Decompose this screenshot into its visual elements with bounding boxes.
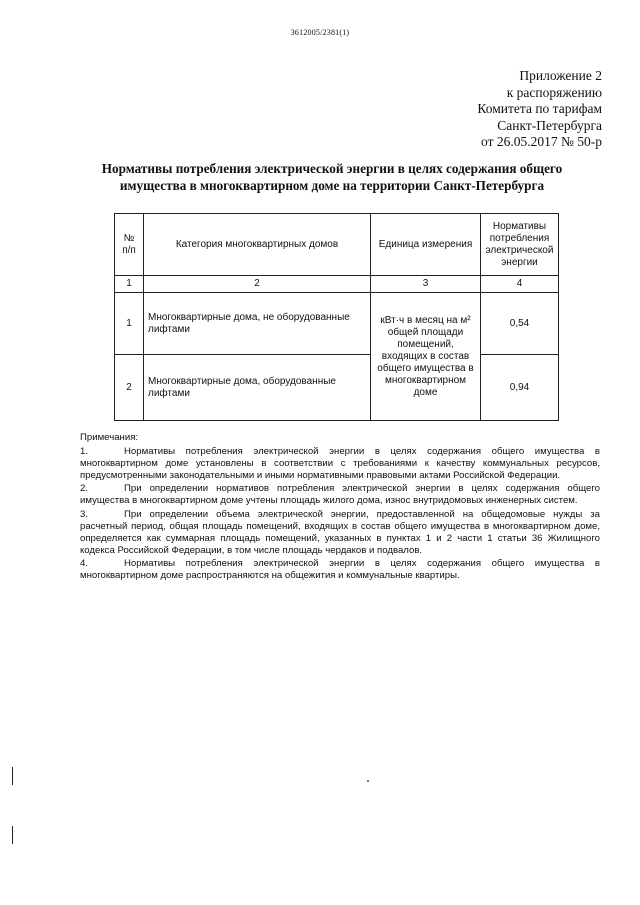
column-number: 4 [481, 276, 559, 293]
table-row [115, 293, 559, 355]
appendix-line: Приложение 2 [519, 68, 602, 83]
appendix-line: Санкт-Петербурга [497, 117, 602, 133]
note-text: Нормативы потребления электрической энергии в целях содержания общего имущества в многоквартирном доме распространяются на общежития и коммунальные квартиры. [80, 557, 600, 582]
header-norm: Нормативы потребления электрической энергии [481, 214, 559, 276]
note-item [80, 509, 600, 557]
scan-margin-mark [12, 767, 13, 785]
appendix-reference [342, 68, 602, 151]
column-number: 3 [371, 276, 481, 293]
notes-section [80, 432, 600, 583]
row-category: Многоквартирные дома, оборудованные лифтами [144, 355, 371, 421]
appendix-line: от 26.05.2017 № 50-р [481, 134, 602, 149]
norms-table [114, 213, 559, 421]
table-header-row [115, 214, 559, 276]
scan-speck [367, 780, 369, 782]
document-id: 3612005/2381(1) [290, 28, 350, 37]
note-number: 1. [80, 446, 89, 458]
column-number: 1 [115, 276, 144, 293]
appendix-line: к распоряжению [506, 84, 602, 100]
header-category: Категория многоквартирных домов [144, 214, 371, 276]
unit-cell: кВт·ч в месяц на м² общей площади помещений, входящих в состав общего имущества в многоквартирном доме [371, 293, 481, 421]
header-unit: Единица измерения [371, 214, 481, 276]
row-value: 0,94 [481, 355, 559, 421]
table-row [115, 355, 559, 421]
header-num: № п/п [115, 214, 144, 276]
note-text: Нормативы потребления электрической энергии в целях содержания общего имущества в многоквартирном доме установлены в соответствии с требованиями к качеству коммунальных ресурсов, предусмотренными законодательными и иными нормативными правовыми актами Российской Федерации. [80, 446, 600, 482]
row-num: 1 [115, 293, 144, 355]
note-item [80, 446, 600, 482]
row-value: 0,54 [481, 293, 559, 355]
note-number: 3. [80, 508, 89, 520]
notes-heading: Примечания: [80, 432, 139, 443]
note-item [80, 483, 600, 507]
note-item [80, 558, 600, 582]
column-number: 2 [144, 276, 371, 293]
column-number-row [115, 276, 559, 293]
note-number: 2. [80, 483, 89, 495]
document-title: Нормативы потребления электрической энергии в целях содержания общего имущества в многоквартирном доме на территории Санкт-Петербурга [101, 161, 563, 193]
row-category: Многоквартирные дома, не оборудованные лифтами [144, 293, 371, 355]
row-num: 2 [115, 355, 144, 421]
note-number: 4. [80, 557, 89, 569]
note-text: При определении нормативов потребления электрической энергии в целях содержания общего имущества в многоквартирном доме учтены площадь жилого дома, износ внутридомовых инженерных систем. [80, 483, 600, 507]
scan-margin-mark [12, 826, 13, 844]
appendix-line: Комитета по тарифам [477, 101, 602, 116]
note-text: При определении объема электрической энергии, предоставленной на общедомовые нужды за расчетный период, общая площадь помещений, входящих в состав общего имущества в многоквартирном доме, определяется как суммарная площадь помещений, указанных в пунктах 1 и 2 части 1 статьи 36 Жилищного кодекса Российской Федерации, в том числе площадь чердаков и подвалов. [80, 508, 600, 556]
